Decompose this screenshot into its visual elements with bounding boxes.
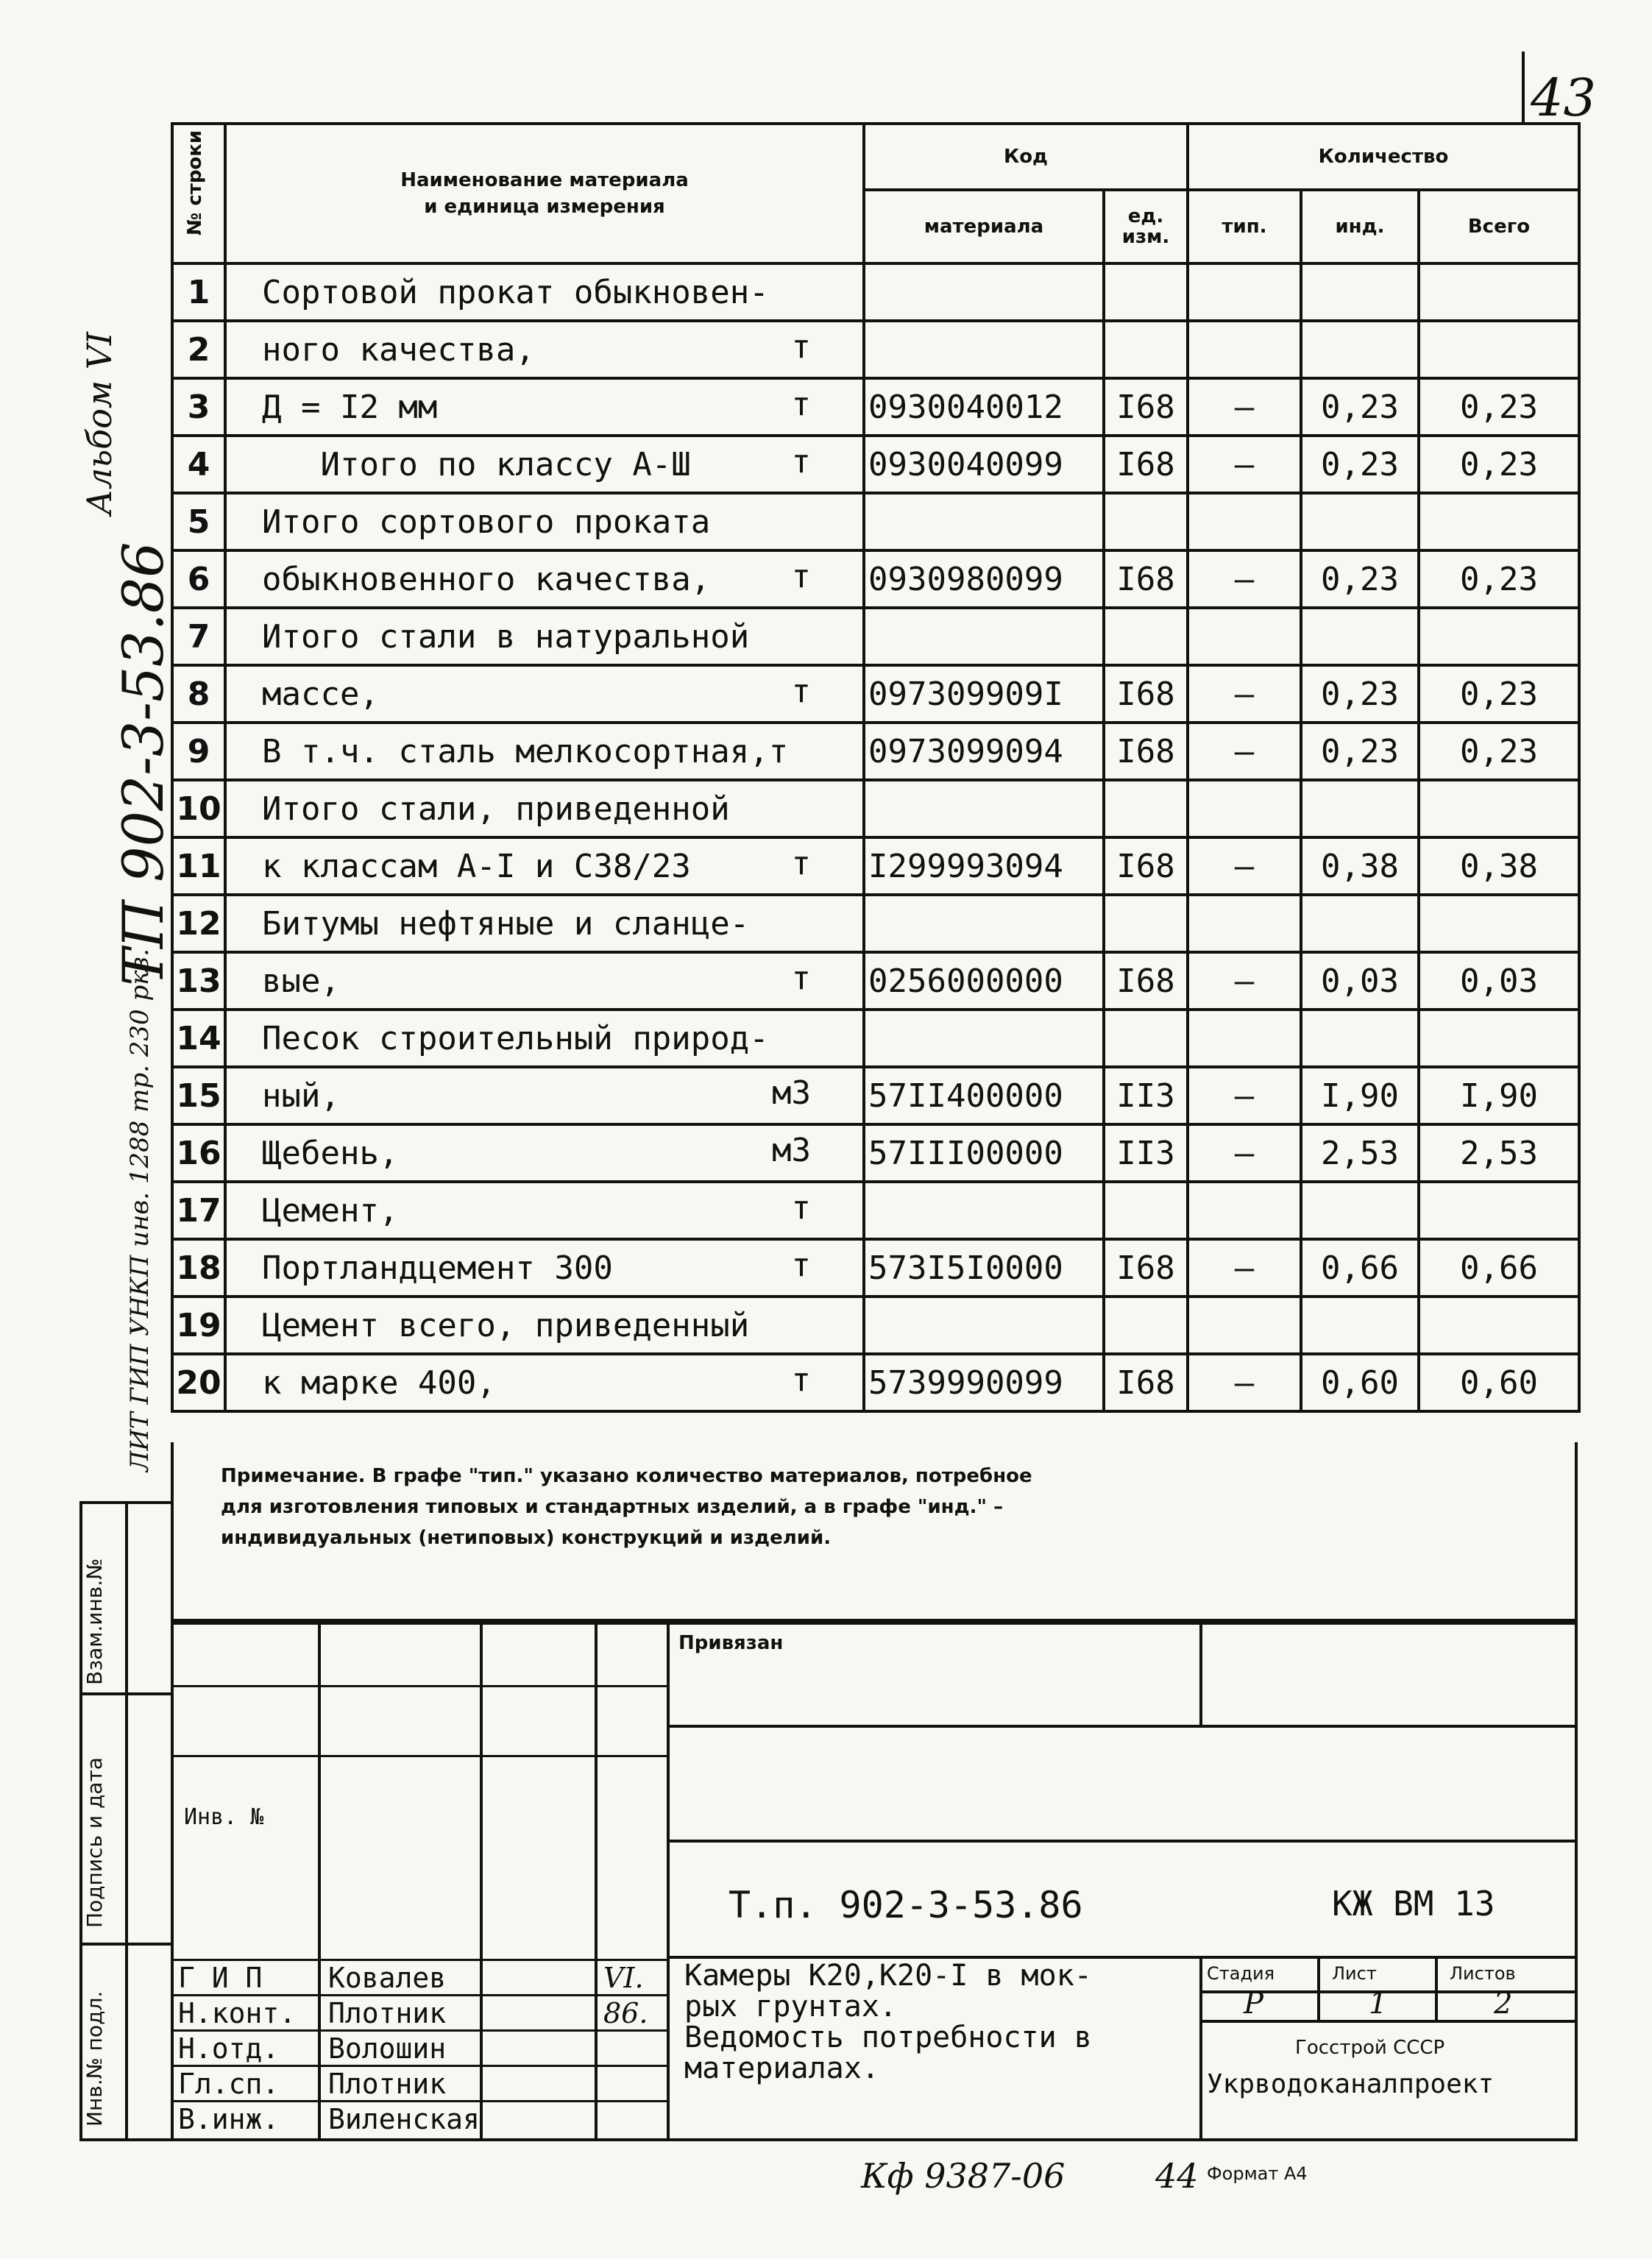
qty-ind bbox=[1301, 1182, 1419, 1239]
qty-typ: – bbox=[1188, 550, 1301, 608]
person-role: В.инж. bbox=[178, 2103, 280, 2135]
material-name: массе, bbox=[262, 675, 379, 713]
stamp-person-row-line bbox=[171, 1994, 668, 1996]
material-unit: т bbox=[791, 443, 811, 480]
person-role: Н.конт. bbox=[178, 1997, 297, 2029]
person-name: Виленская bbox=[328, 2103, 480, 2135]
material-name-cell bbox=[225, 321, 864, 378]
material-name: вые, bbox=[262, 962, 340, 1000]
table-row bbox=[172, 1124, 1579, 1182]
qty-total bbox=[1419, 321, 1579, 378]
unit-code bbox=[1104, 321, 1188, 378]
qty-ind: 0,23 bbox=[1301, 550, 1419, 608]
header-total: Всего bbox=[1419, 190, 1579, 263]
qty-total bbox=[1419, 895, 1579, 952]
person-name: Плотник bbox=[328, 2068, 447, 2100]
table-row bbox=[172, 436, 1579, 493]
qty-ind bbox=[1301, 608, 1419, 665]
qty-typ: – bbox=[1188, 665, 1301, 723]
stamp-person-row-line bbox=[171, 2029, 668, 2032]
unit-code bbox=[1104, 263, 1188, 321]
header-qty: Количество bbox=[1188, 124, 1579, 190]
qty-typ: – bbox=[1188, 436, 1301, 493]
row-number: 17 bbox=[172, 1182, 225, 1239]
page-number: 43 bbox=[1531, 68, 1597, 128]
row-number: 5 bbox=[172, 493, 225, 550]
table-row bbox=[172, 1067, 1579, 1124]
row-number: 8 bbox=[172, 665, 225, 723]
material-unit: т bbox=[791, 386, 811, 423]
material-unit: т bbox=[791, 1189, 811, 1227]
unit-code: I68 bbox=[1104, 1354, 1188, 1411]
org-ukrvodokanal: Укрводоканалпроект bbox=[1207, 2069, 1495, 2099]
table-row bbox=[172, 952, 1579, 1010]
person-name: Ковалев bbox=[328, 1962, 447, 1994]
qty-total bbox=[1419, 1297, 1579, 1354]
archive-stamp: ЛИТ ГИП УНКП инв. 1288 тр. 230 ркз. bbox=[125, 948, 155, 1472]
qty-total bbox=[1419, 263, 1579, 321]
qty-total: 0,66 bbox=[1419, 1239, 1579, 1297]
qty-ind bbox=[1301, 780, 1419, 837]
material-name: Щебень, bbox=[262, 1134, 399, 1172]
material-name-cell bbox=[225, 1239, 864, 1297]
material-code: 0973099094 bbox=[864, 723, 1104, 780]
material-name: обыкновенного качества, bbox=[262, 560, 711, 598]
material-name-cell bbox=[225, 608, 864, 665]
side-box-sign: Подпись и дата bbox=[82, 1757, 107, 1928]
material-name-cell bbox=[225, 550, 864, 608]
qty-typ: – bbox=[1188, 1067, 1301, 1124]
qty-typ bbox=[1188, 263, 1301, 321]
sheets-label: Листов bbox=[1450, 1963, 1516, 1984]
material-name: ного качества, bbox=[262, 330, 535, 369]
material-name: Битумы нефтяные и сланце- bbox=[262, 904, 750, 943]
material-code bbox=[864, 321, 1104, 378]
row-number: 1 bbox=[172, 263, 225, 321]
person-name: Плотник bbox=[328, 1997, 447, 2029]
unit-code: I68 bbox=[1104, 837, 1188, 895]
row-number: 4 bbox=[172, 436, 225, 493]
material-unit: м3 bbox=[772, 1132, 811, 1169]
material-name: В т.ч. сталь мелкосортная,т bbox=[262, 732, 789, 770]
material-unit: т bbox=[791, 960, 811, 997]
document-code: Т.п. 902-3-53.86 bbox=[728, 1884, 1083, 1926]
material-name: Цемент, bbox=[262, 1191, 399, 1230]
stamp-col-1 bbox=[318, 1622, 321, 2138]
frame-right bbox=[1575, 1442, 1578, 2141]
table-row bbox=[172, 378, 1579, 436]
qty-typ: – bbox=[1188, 1239, 1301, 1297]
footer-format: Формат А4 bbox=[1207, 2163, 1308, 2184]
qty-typ bbox=[1188, 493, 1301, 550]
qty-total bbox=[1419, 1182, 1579, 1239]
stamp-person-row-line bbox=[171, 1959, 668, 1961]
material-name-cell bbox=[225, 895, 864, 952]
header-typ: тип. bbox=[1188, 190, 1301, 263]
stage-label: Стадия bbox=[1207, 1963, 1275, 1984]
material-name: Д = I2 мм bbox=[262, 388, 438, 426]
qty-typ: – bbox=[1188, 1124, 1301, 1182]
material-name-cell bbox=[225, 378, 864, 436]
qty-ind: I,90 bbox=[1301, 1067, 1419, 1124]
person-role: Н.отд. bbox=[178, 2032, 280, 2065]
material-code: 0256000000 bbox=[864, 952, 1104, 1010]
unit-code: II3 bbox=[1104, 1067, 1188, 1124]
stamp-row-b bbox=[667, 1840, 1578, 1843]
unit-code: I68 bbox=[1104, 378, 1188, 436]
qty-typ: – bbox=[1188, 723, 1301, 780]
person-date: 86. bbox=[603, 1997, 648, 2029]
table-row bbox=[172, 780, 1579, 837]
material-name-cell bbox=[225, 1182, 864, 1239]
qty-typ bbox=[1188, 780, 1301, 837]
qty-ind bbox=[1301, 263, 1419, 321]
qty-ind bbox=[1301, 321, 1419, 378]
stamp-person-row-line bbox=[171, 1685, 668, 1687]
qty-typ bbox=[1188, 895, 1301, 952]
stamp-person-row-line bbox=[171, 2100, 668, 2102]
table-row bbox=[172, 608, 1579, 665]
qty-total: 0,38 bbox=[1419, 837, 1579, 895]
header-ind: инд. bbox=[1301, 190, 1419, 263]
row-number: 16 bbox=[172, 1124, 225, 1182]
qty-typ: – bbox=[1188, 378, 1301, 436]
unit-code: I68 bbox=[1104, 1239, 1188, 1297]
qty-ind: 0,23 bbox=[1301, 436, 1419, 493]
qty-total bbox=[1419, 1010, 1579, 1067]
unit-code bbox=[1104, 895, 1188, 952]
document-title: Камеры К20,К20-I в мок- рых грунтах. Ведомость потребности в материалах. bbox=[684, 1959, 1092, 2085]
row-number: 2 bbox=[172, 321, 225, 378]
qty-total: 0,03 bbox=[1419, 952, 1579, 1010]
material-name-cell bbox=[225, 1067, 864, 1124]
qty-total: 0,23 bbox=[1419, 665, 1579, 723]
side-box-replace: Взам.инв.№ bbox=[82, 1558, 107, 1685]
unit-code: I68 bbox=[1104, 436, 1188, 493]
qty-total: 0,23 bbox=[1419, 723, 1579, 780]
material-code: 0930040012 bbox=[864, 378, 1104, 436]
material-code: 57II400000 bbox=[864, 1067, 1104, 1124]
unit-code: II3 bbox=[1104, 1124, 1188, 1182]
table-row bbox=[172, 1239, 1579, 1297]
row-number: 12 bbox=[172, 895, 225, 952]
stamp-col-6 bbox=[1199, 1956, 1202, 2138]
material-code bbox=[864, 493, 1104, 550]
qty-ind: 0,23 bbox=[1301, 378, 1419, 436]
stamp-col-4 bbox=[667, 1622, 670, 2138]
qty-typ bbox=[1188, 321, 1301, 378]
table-row bbox=[172, 1297, 1579, 1354]
qty-ind: 0,23 bbox=[1301, 723, 1419, 780]
material-name-cell bbox=[225, 723, 864, 780]
material-name: ный, bbox=[262, 1077, 340, 1115]
material-name-cell bbox=[225, 436, 864, 493]
material-name-cell bbox=[225, 493, 864, 550]
stamp-person-row-line bbox=[171, 2065, 668, 2067]
footer-order: Кф 9387-06 bbox=[861, 2156, 1066, 2196]
sheet-label: Лист bbox=[1332, 1963, 1377, 1984]
sheet-code: КЖ ВМ 13 bbox=[1332, 1884, 1495, 1923]
material-name-cell bbox=[225, 263, 864, 321]
material-code bbox=[864, 1182, 1104, 1239]
person-date: VI. bbox=[603, 1962, 644, 1994]
footer-page: 44 bbox=[1155, 2156, 1199, 2196]
material-unit: т bbox=[791, 558, 811, 595]
table-row bbox=[172, 895, 1579, 952]
material-name-cell bbox=[225, 1010, 864, 1067]
album-label: Альбом VI bbox=[79, 331, 119, 515]
unit-code: I68 bbox=[1104, 952, 1188, 1010]
stamp-person-row-line bbox=[171, 1755, 668, 1757]
table-row bbox=[172, 1182, 1579, 1239]
qty-total: 0,23 bbox=[1419, 550, 1579, 608]
stamp-col-3 bbox=[595, 1622, 598, 2138]
qty-ind: 2,53 bbox=[1301, 1124, 1419, 1182]
material-unit: т bbox=[791, 1361, 811, 1399]
material-name: к марке 400, bbox=[262, 1363, 496, 1402]
sheets-value: 2 bbox=[1494, 1987, 1513, 2021]
row-number: 20 bbox=[172, 1354, 225, 1411]
material-name-cell bbox=[225, 1354, 864, 1411]
material-unit: т bbox=[791, 673, 811, 710]
table-row bbox=[172, 1010, 1579, 1067]
table-row bbox=[172, 550, 1579, 608]
table-row bbox=[172, 493, 1579, 550]
row-number: 10 bbox=[172, 780, 225, 837]
org-gosstroy: Госстрой СССР bbox=[1295, 2037, 1445, 2059]
material-code bbox=[864, 895, 1104, 952]
page-number-frame-v bbox=[1522, 52, 1525, 125]
side-box-inv: Инв.№ подл. bbox=[82, 1990, 107, 2127]
qty-typ: – bbox=[1188, 1354, 1301, 1411]
qty-typ: – bbox=[1188, 837, 1301, 895]
table-row bbox=[172, 321, 1579, 378]
material-name: Итого стали, приведенной bbox=[262, 790, 730, 828]
material-name: к классам А-I и С38/23 bbox=[262, 847, 691, 885]
material-name-cell bbox=[225, 1297, 864, 1354]
qty-total: 0,23 bbox=[1419, 436, 1579, 493]
side-box-sep-inner bbox=[125, 1501, 128, 2141]
table-row bbox=[172, 665, 1579, 723]
header-row-no: № строки bbox=[172, 124, 225, 263]
material-code bbox=[864, 263, 1104, 321]
material-name: Итого стали в натуральной bbox=[262, 617, 750, 656]
qty-ind bbox=[1301, 493, 1419, 550]
unit-code bbox=[1104, 1297, 1188, 1354]
frame-bottom bbox=[79, 2138, 1578, 2141]
table-row bbox=[172, 263, 1579, 321]
material-code: 573I5I0000 bbox=[864, 1239, 1104, 1297]
unit-code: I68 bbox=[1104, 723, 1188, 780]
material-code bbox=[864, 780, 1104, 837]
material-code: 0930040099 bbox=[864, 436, 1104, 493]
row-number: 19 bbox=[172, 1297, 225, 1354]
material-name-cell bbox=[225, 665, 864, 723]
person-name: Волошин bbox=[328, 2032, 447, 2065]
material-name: Сортовой прокат обыкновен- bbox=[262, 273, 769, 311]
stamp-col-7 bbox=[1317, 1956, 1320, 2022]
row-number: 6 bbox=[172, 550, 225, 608]
material-code bbox=[864, 608, 1104, 665]
unit-code: I68 bbox=[1104, 550, 1188, 608]
project-code-side: ТП 902-3-53.86 bbox=[110, 542, 176, 986]
privyazan-label: Привязан bbox=[678, 1632, 784, 1654]
material-code bbox=[864, 1297, 1104, 1354]
material-unit: т bbox=[791, 1246, 811, 1284]
material-name-cell bbox=[225, 780, 864, 837]
material-name-cell bbox=[225, 952, 864, 1010]
qty-ind: 0,66 bbox=[1301, 1239, 1419, 1297]
unit-code: I68 bbox=[1104, 665, 1188, 723]
material-code: 0930980099 bbox=[864, 550, 1104, 608]
qty-total: 0,23 bbox=[1419, 378, 1579, 436]
material-unit: м3 bbox=[772, 1074, 811, 1112]
header-code: Код bbox=[864, 124, 1188, 190]
qty-ind: 0,60 bbox=[1301, 1354, 1419, 1411]
person-role: Г И П bbox=[178, 1962, 263, 1994]
sheet-value: 1 bbox=[1369, 1987, 1388, 2021]
row-number: 11 bbox=[172, 837, 225, 895]
material-name: Песок строительный природ- bbox=[262, 1019, 769, 1057]
unit-code bbox=[1104, 1182, 1188, 1239]
qty-typ bbox=[1188, 1010, 1301, 1067]
stamp-col-8 bbox=[1435, 1956, 1438, 2022]
qty-total bbox=[1419, 493, 1579, 550]
qty-total bbox=[1419, 780, 1579, 837]
qty-ind: 0,23 bbox=[1301, 665, 1419, 723]
inv-no-label: Инв. № bbox=[184, 1804, 264, 1830]
row-number: 7 bbox=[172, 608, 225, 665]
material-name: Цемент всего, приведенный bbox=[262, 1306, 750, 1344]
material-code bbox=[864, 1010, 1104, 1067]
material-code: 5739990099 bbox=[864, 1354, 1104, 1411]
qty-ind bbox=[1301, 895, 1419, 952]
stamp-row-a bbox=[667, 1725, 1578, 1728]
material-unit: т bbox=[791, 328, 811, 366]
frame-inner-left bbox=[171, 1442, 174, 2141]
qty-total: 2,53 bbox=[1419, 1124, 1579, 1182]
qty-total: I,90 bbox=[1419, 1067, 1579, 1124]
header-material: материала bbox=[864, 190, 1104, 263]
unit-code bbox=[1104, 493, 1188, 550]
table-row bbox=[172, 723, 1579, 780]
row-number: 18 bbox=[172, 1239, 225, 1297]
material-name: Итого по классу А-Ш bbox=[262, 445, 691, 483]
material-code: 097309909I bbox=[864, 665, 1104, 723]
header-unit: ед. изм. bbox=[1104, 190, 1188, 263]
stage-value: Р bbox=[1244, 1987, 1263, 2021]
header-name: Наименование материала и единица измерения bbox=[225, 124, 864, 263]
person-role: Гл.сп. bbox=[178, 2068, 280, 2100]
material-code: I299993094 bbox=[864, 837, 1104, 895]
material-name-cell bbox=[225, 1124, 864, 1182]
row-number: 9 bbox=[172, 723, 225, 780]
qty-ind bbox=[1301, 1010, 1419, 1067]
stamp-col-5 bbox=[1199, 1622, 1202, 1725]
stamp-col-2 bbox=[480, 1622, 483, 2138]
qty-typ bbox=[1188, 1297, 1301, 1354]
stamp-top bbox=[171, 1622, 1578, 1625]
table-row bbox=[172, 837, 1579, 895]
qty-ind: 0,38 bbox=[1301, 837, 1419, 895]
material-name-cell bbox=[225, 837, 864, 895]
table-row bbox=[172, 1354, 1579, 1411]
qty-typ bbox=[1188, 1182, 1301, 1239]
note-text: Примечание. В графе "тип." указано количество материалов, потребное для изготовления типовых и стандартных изделий, а в графе "инд." – индивидуальных (нетиповых) конструкций и изделий. bbox=[221, 1465, 1032, 1549]
material-unit: т bbox=[791, 845, 811, 882]
unit-code bbox=[1104, 608, 1188, 665]
unit-code bbox=[1104, 1010, 1188, 1067]
qty-typ: – bbox=[1188, 952, 1301, 1010]
qty-ind bbox=[1301, 1297, 1419, 1354]
material-name: Итого сортового проката bbox=[262, 503, 711, 541]
row-number: 14 bbox=[172, 1010, 225, 1067]
row-number: 13 bbox=[172, 952, 225, 1010]
qty-total: 0,60 bbox=[1419, 1354, 1579, 1411]
qty-total bbox=[1419, 608, 1579, 665]
row-number: 3 bbox=[172, 378, 225, 436]
qty-typ bbox=[1188, 608, 1301, 665]
row-number: 15 bbox=[172, 1067, 225, 1124]
materials-table bbox=[171, 122, 1581, 1413]
qty-ind: 0,03 bbox=[1301, 952, 1419, 1010]
material-code: 57III00000 bbox=[864, 1124, 1104, 1182]
material-name: Портландцемент 300 bbox=[262, 1249, 613, 1287]
unit-code bbox=[1104, 780, 1188, 837]
